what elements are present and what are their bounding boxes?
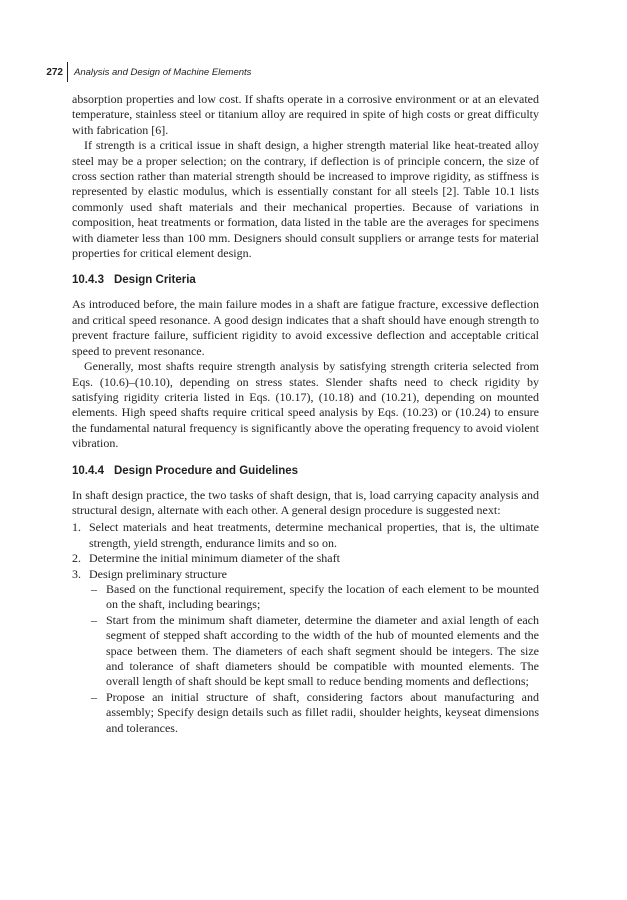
sub-step-text: Start from the minimum shaft diameter, determine the diameter and axial length of each segment of stepped shaft according to the width of the hub of mounted elements and the space between them. The diameters of each shaft segment should be integers. The size and tolerance of shaft diameters should be compatible with mounted elements. The overall length of shaft should be kept small to reduce bending moments and deflections;	[106, 612, 539, 689]
sub-step	[89, 613, 539, 690]
procedure-step	[72, 520, 539, 551]
sub-step	[89, 690, 539, 736]
procedure-steps-list	[72, 520, 539, 736]
body-paragraph: Generally, most shafts require strength analysis by satisfying strength criteria selected from Eqs. (10.6)–(10.10), depending on stress states. Slender shafts need to check rigidity by satisfying rigidity criteria listed in Eqs. (10.17), (10.18) and (10.21), depending on mounted elements. High speed shafts require critical speed analysis by Eqs. (10.23) or (10.24) to ensure the fundamental natural frequency is significantly above the operating frequency to avoid violent vibration.	[72, 359, 539, 451]
step-number: 3.	[72, 566, 81, 581]
procedure-step	[72, 551, 539, 566]
step-text: Design preliminary structure	[89, 566, 227, 581]
step-text: Select materials and heat treatments, determine mechanical properties, that is, the ultimate strength, yield strength, endurance limits and so on.	[89, 520, 539, 550]
sub-step	[89, 582, 539, 613]
dash-bullet: –	[91, 612, 97, 627]
section-number: 10.4.4	[72, 464, 104, 477]
procedure-step	[72, 567, 539, 736]
section-title: Design Procedure and Guidelines	[113, 464, 299, 477]
step-text: Determine the initial minimum diameter of the shaft	[89, 551, 340, 566]
section-heading-design-procedure	[72, 464, 539, 478]
dash-bullet: –	[91, 689, 97, 704]
body-paragraph: In shaft design practice, the two tasks of shaft design, that is, load carrying capacity analysis and structural design, alternate with each other. A general design procedure is suggested next:	[72, 487, 539, 517]
dash-bullet: –	[91, 581, 97, 596]
section-number: 10.4.3	[72, 274, 104, 287]
section-title: Design Criteria	[113, 274, 196, 287]
header-divider	[67, 62, 68, 82]
running-title: Analysis and Design of Machine Elements	[74, 66, 252, 78]
sub-step-text: Propose an initial structure of shaft, considering factors about manufacturing and assembly; Specify design details such as fillet radii, shoulder heights, keyseat dimensions and tolerances.	[106, 689, 539, 735]
body-paragraph: absorption properties and low cost. If shafts operate in a corrosive environment or at an elevated temperature, stainless steel or titanium alloy are required in spite of high costs or great difficulty with fabrication [6].	[72, 92, 539, 137]
page-body	[72, 92, 539, 736]
step-number: 2.	[72, 551, 81, 566]
page-header	[36, 60, 556, 84]
section-heading-design-criteria	[72, 273, 539, 287]
sub-step-text: Based on the functional requirement, specify the location of each element to be mounted on the shaft, including bearings;	[106, 581, 539, 612]
sub-steps-list	[89, 582, 539, 736]
body-paragraph: If strength is a critical issue in shaft design, a higher strength material like heat-treated alloy steel may be a proper selection; on the contrary, if deflection is of principle concern, the size of cross section rather than material strength should be increased to improve rigidity, as stiffness is represented by elastic modulus, which is essentially constant for all steels [2]. Table 10.1 lists commonly used shaft materials and their mechanical properties. Because of variations in composition, heat treatments or formation, data listed in the table are the averages for specimens with diameter less than 100 mm. Designers should consult suppliers or arrange tests for material properties for critical element design.	[72, 138, 539, 261]
body-paragraph: As introduced before, the main failure modes in a shaft are fatigue fracture, excessive deflection and critical speed resonance. A good design indicates that a shaft should have enough strength to prevent fracture failure, sufficient rigidity to avoid excessive deflection and acceptable critical speed to prevent resonance.	[72, 297, 539, 358]
step-number: 1.	[72, 520, 81, 535]
page-number: 272	[46, 66, 63, 78]
